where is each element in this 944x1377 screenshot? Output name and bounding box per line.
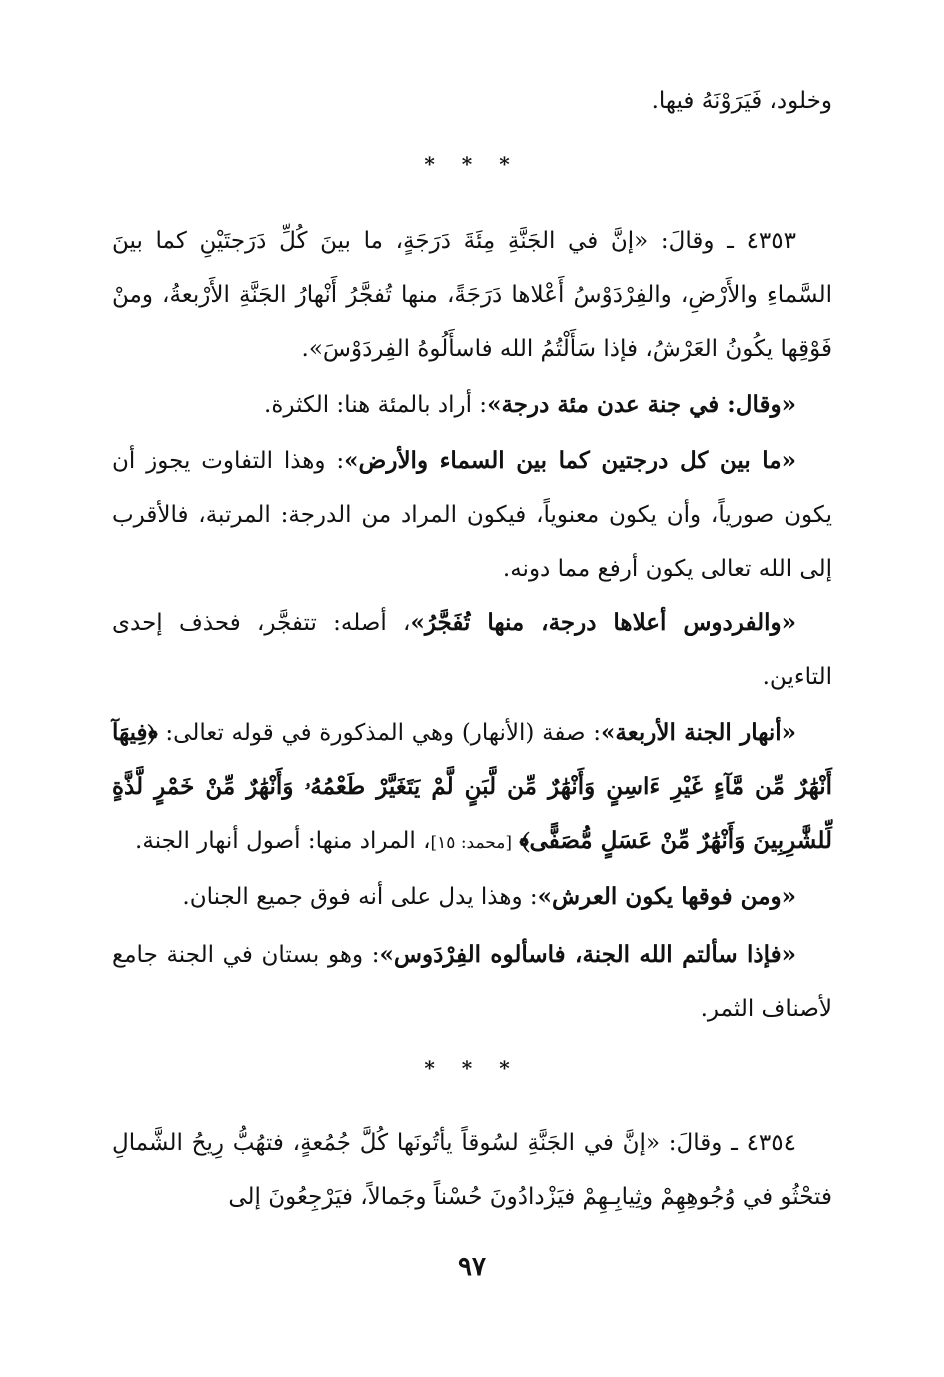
verse-citation: [محمد: ١٥] bbox=[430, 833, 513, 853]
commentary-text: ، أصله: تتفجَّر، فحذف إحدى التاءين. bbox=[112, 610, 832, 690]
commentary-quote: «وقال: في جنة عدن مئة درجة» bbox=[487, 391, 796, 418]
commentary-quote: «والفردوس أعلاها درجة، منها تُفَجَّرُ» bbox=[410, 609, 796, 636]
hadith-4353 bbox=[112, 214, 832, 376]
commentary-text: : أراد بالمئة هنا: الكثرة. bbox=[264, 392, 488, 418]
opening-line bbox=[112, 74, 832, 128]
commentary-quote: «فإذا سألتم الله الجنة، فاسألوه الفِرْدَوس» bbox=[379, 941, 796, 968]
commentary-paragraph bbox=[112, 870, 832, 924]
hadith-text: «إنَّ في الجَنَّةِ مِئَةَ دَرَجَةٍ، ما بينَ كُلِّ دَرَجتَيْنِ كما بينَ السَّماءِ والأَرْضِ، والفِرْدَوْسُ أَعْلاها دَرَجَةً، منها تُفجَّرُ أَنْهارُ الجَنَّةِ الأَرْبعةُ، ومنْ فَوْقِها يكُونُ العَرْشُ، فإذا سَأَلْتُمُ الله فاسأَلُوهُ الفِردَوْسَ». bbox=[112, 228, 832, 362]
hadith-number: ٤٣٥٤ ـ وقالَ: bbox=[668, 1130, 796, 1156]
commentary-paragraph bbox=[112, 928, 832, 1036]
commentary-quote: «ما بين كل درجتين كما بين السماء والأرض» bbox=[344, 447, 796, 474]
commentary-quote: «أنهار الجنة الأربعة» bbox=[601, 719, 796, 746]
commentary-quote: «ومن فوقها يكون العرش» bbox=[537, 883, 796, 910]
quran-verse: ﴿فِيهَآ أَنْهَٰرٌ مِّن مَّآءٍ غَيْرِ ءَاسِنٍ وَأَنْهَٰرٌ مِّن لَّبَنٍ لَّمْ يَتَغَيَّرْ طَعْمُهُۥ وَأَنْهَٰرٌ مِّنْ خَمْرٍ لَّذَّةٍ لِّلشَّٰرِبِينَ وَأَنْهَٰرٌ مِّنْ عَسَلٍ مُّصَفًّى﴾ bbox=[112, 719, 832, 854]
hadith-4354 bbox=[112, 1116, 832, 1224]
commentary-text: : وهو بستان في الجنة جامع لأصناف الثمر. bbox=[112, 942, 832, 1022]
commentary-text: : وهذا يدل على أنه فوق جميع الجنان. bbox=[182, 884, 538, 910]
section-divider: * * * bbox=[424, 1056, 520, 1080]
commentary-text: : وهذا التفاوت يجوز أن يكون صورياً، وأن يكون معنوياً، فيكون المراد من الدرجة: المرتبة، فالأقرب إلى الله تعالى يكون أرفع مما دونه. bbox=[112, 448, 832, 582]
commentary-paragraph bbox=[112, 378, 832, 432]
commentary-text: : صفة (الأنهار) وهي المذكورة في قوله تعالى: bbox=[165, 720, 602, 746]
opening-line-text: وخلود، فَيَرَوْنَهُ فيها. bbox=[651, 88, 832, 114]
commentary-paragraph bbox=[112, 596, 832, 704]
section-divider: * * * bbox=[424, 152, 520, 176]
page-number: ٩٧ bbox=[458, 1252, 486, 1282]
hadith-number: ٤٣٥٣ ـ وقالَ: bbox=[660, 228, 796, 254]
hadith-text: «إنَّ في الجَنَّةِ لسُوقاً يأتُونَها كُلَّ جُمُعةٍ، فتهُبُّ رِيحُ الشَّمالِ فتحْثُو في وُجُوهِهِمْ وثِيابِـهِمْ فيَزْدادُونَ حُسْناً وجَمالاً، فيَرْجِعُونَ إلى bbox=[112, 1130, 832, 1210]
commentary-tail: ، المراد منها: أصول أنهار الجنة. bbox=[135, 828, 431, 854]
commentary-paragraph bbox=[112, 434, 832, 596]
commentary-paragraph bbox=[112, 706, 832, 870]
